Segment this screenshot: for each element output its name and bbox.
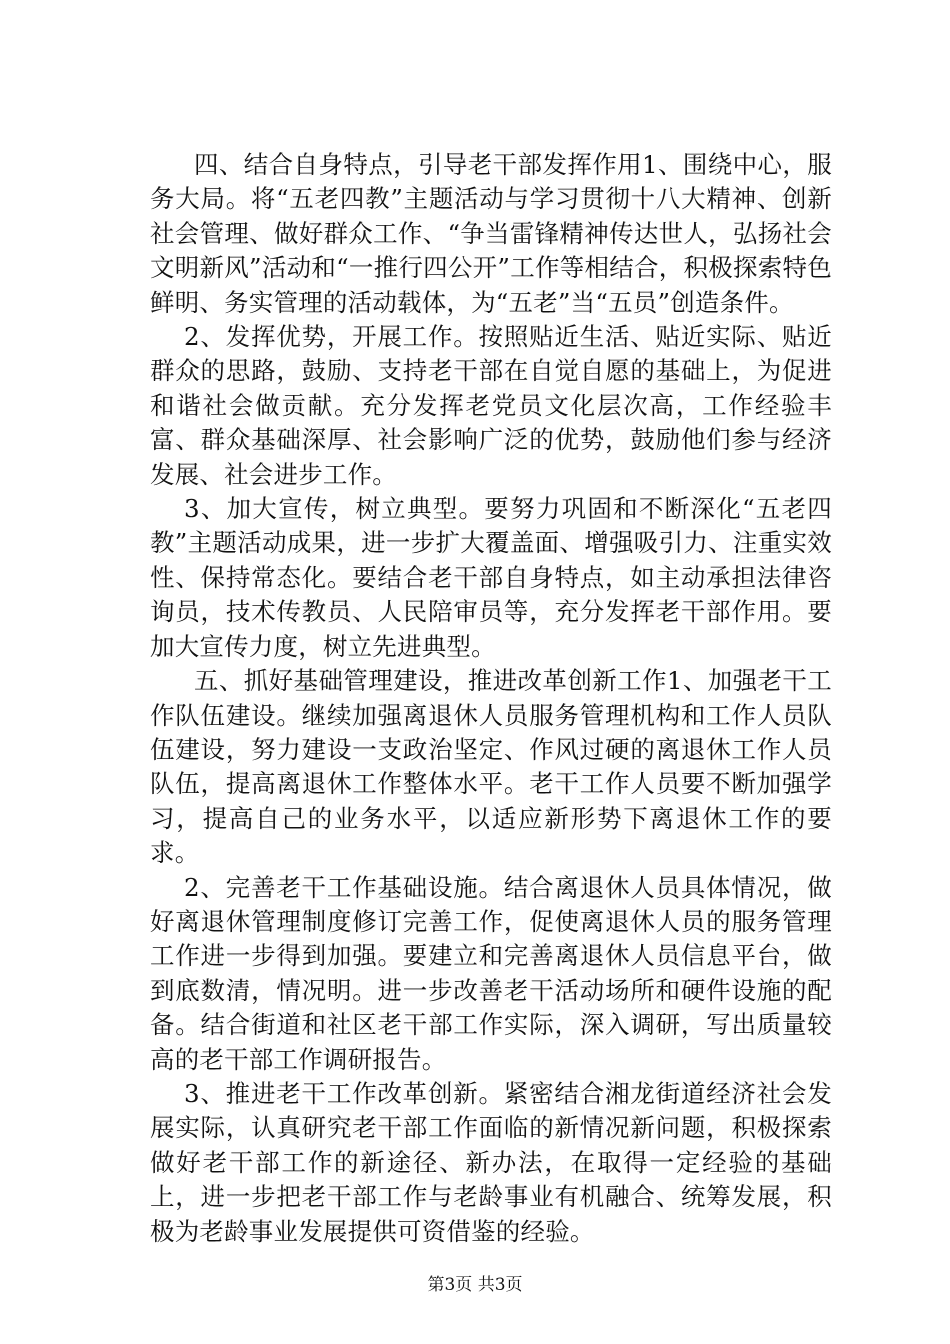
paragraph-item-3-reform: 3、推进老干工作改革创新。紧密结合湘龙街道经济社会发展实际，认真研究老干部工作面临的新情况新问题，积极探索做好老干部工作的新途径、新办法，在取得一定经验的基础上，进一步把老干部工作与老龄事业有机融合、统筹发展，积极为老龄事业发展提供可资借鉴的经验。 bbox=[150, 1078, 832, 1246]
paragraph-item-2-advantages: 2、发挥优势，开展工作。按照贴近生活、贴近实际、贴近群众的思路，鼓励、支持老干部在自觉自愿的基础上，为促进和谐社会做贡献。充分发挥老党员文化层次高，工作经验丰富、群众基础深厚、社会影响广泛的优势，鼓励他们参与经济发展、社会进步工作。 bbox=[150, 322, 832, 489]
paragraph-section-five: 五、抓好基础管理建设，推进改革创新工作1、加强老干工作队伍建设。继续加强离退休人员服务管理机构和工作人员队伍建设，努力建设一支政治坚定、作风过硬的离退休工作人员队伍，提高离退休工作整体水平。老干工作人员要不断加强学习，提高自己的业务水平，以适应新形势下离退休工作的要求。 bbox=[150, 666, 832, 868]
document-body bbox=[150, 148, 832, 1249]
paragraph-item-3-publicity: 3、加大宣传，树立典型。要努力巩固和不断深化“五老四教”主题活动成果，进一步扩大覆盖面、增强吸引力、注重实效性、保持常态化。要结合老干部自身特点，如主动承担法律咨询员，技术传教员、人民陪审员等，充分发挥老干部作用。要加大宣传力度，树立先进典型。 bbox=[150, 494, 832, 661]
paragraph-item-2-infrastructure: 2、完善老干工作基础设施。结合离退休人员具体情况，做好离退休管理制度修订完善工作，促使离退休人员的服务管理工作进一步得到加强。要建立和完善离退休人员信息平台，做到底数清，情况明。进一步改善老干活动场所和硬件设施的配备。结合街道和社区老干部工作实际，深入调研，写出质量较高的老干部工作调研报告。 bbox=[150, 872, 832, 1074]
page-footer: 第3页 共3页 bbox=[427, 1275, 523, 1295]
paragraph-section-four: 四、结合自身特点，引导老干部发挥作用1、围绕中心，服务大局。将“五老四教”主题活动与学习贯彻十八大精神、创新社会管理、做好群众工作、“争当雷锋精神传达世人，弘扬社会文明新风”活动和“一推行四公开”工作等相结合，积极探索特色鲜明、务实管理的活动载体，为“五老”当“五员”创造条件。 bbox=[150, 150, 832, 317]
